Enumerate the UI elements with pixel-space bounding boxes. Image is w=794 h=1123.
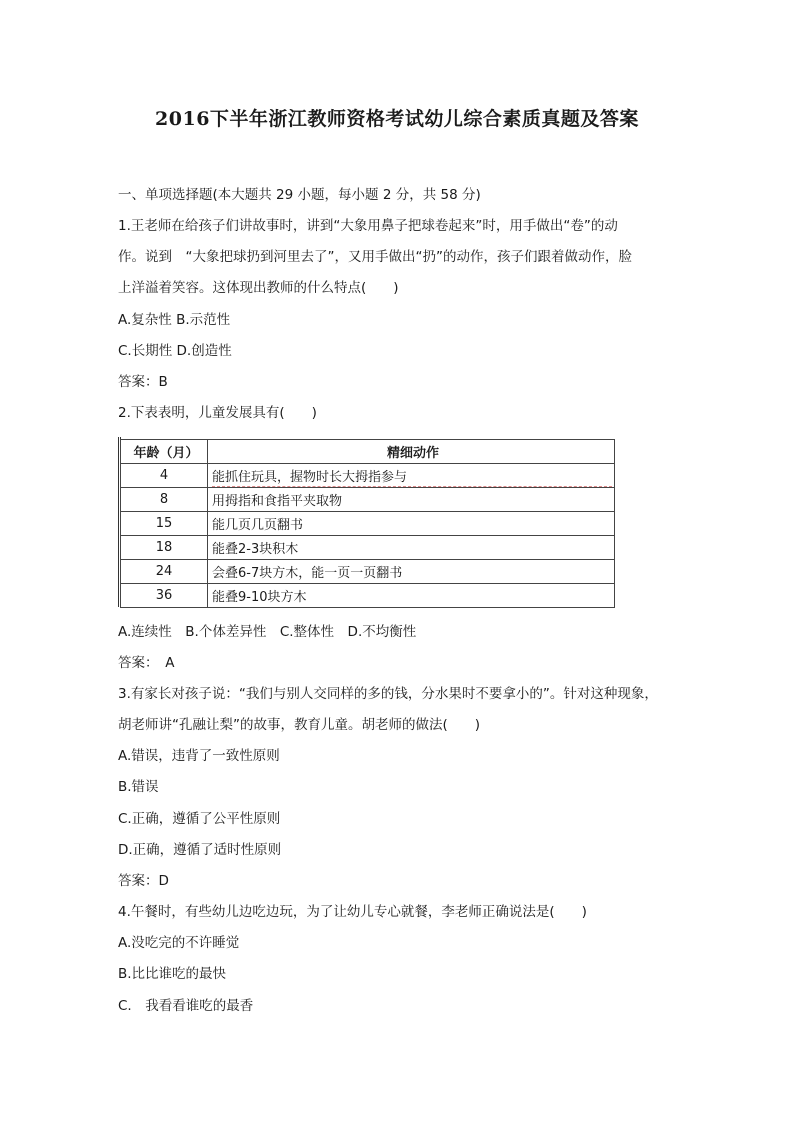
table-cell-age: 8	[121, 488, 208, 512]
q1-stem-line2: 作。说到 “大象把球扔到河里去了”，又用手做出“扔”的动作，孩子们跟着做动作，脸	[118, 249, 632, 265]
q3-option-c: C.正确，遵循了公平性原则	[118, 811, 281, 827]
q1-options-cd: C.长期性 D.创造性	[118, 343, 232, 359]
table-cell-action: 用拇指和食指平夹取物	[208, 488, 615, 512]
table-cell-age: 15	[121, 512, 208, 536]
q3-stem-line2: 胡老师讲“孔融让梨”的故事，教育儿童。胡老师的做法( )	[118, 717, 481, 733]
table-cell-action: 能叠2-3块积木	[208, 536, 615, 560]
q1-stem-line1: 1.王老师在给孩子们讲故事时，讲到“大象用鼻子把球卷起来”时，用手做出“卷”的动	[118, 218, 618, 234]
q4-option-c: C. 我看看谁吃的最香	[118, 998, 254, 1014]
q1-stem-line3: 上洋溢着笑容。这体现出教师的什么特点( )	[118, 280, 399, 296]
table-row	[121, 464, 615, 488]
table-row	[121, 512, 615, 536]
document-title: 2016下半年浙江教师资格考试幼儿综合素质真题及答案	[155, 108, 639, 130]
q3-option-a: A.错误，违背了一致性原则	[118, 748, 280, 764]
table-cell-action: 能叠9-10块方木	[208, 584, 615, 608]
table-row	[121, 584, 615, 608]
table-cell-action: 会叠6-7块方木，能一页一页翻书	[208, 560, 615, 584]
q3-option-d: D.正确，遵循了适时性原则	[118, 842, 282, 858]
table-cell-age: 24	[121, 560, 208, 584]
table-cell-action: 能抓住玩具，握物时长大拇指参与	[208, 464, 615, 488]
fine-motor-table	[120, 439, 615, 608]
table-cell-age: 4	[121, 464, 208, 488]
q3-answer: 答案：D	[118, 873, 169, 889]
scan-artifact-line	[212, 486, 612, 487]
q4-option-b: B.比比谁吃的最快	[118, 966, 227, 982]
q2-stem: 2.下表表明，儿童发展具有( )	[118, 405, 317, 421]
q2-options: A.连续性 B.个体差异性 C.整体性 D.不均衡性	[118, 624, 417, 640]
table-row	[121, 536, 615, 560]
q1-answer: 答案：B	[118, 374, 168, 390]
q3-stem-line1: 3.有家长对孩子说：“我们与别人交同样的多的钱，分水果时不要拿小的”。针对这种现象，	[118, 686, 658, 702]
table-header-age: 年龄（月）	[121, 440, 208, 464]
q2-answer: 答案： A	[118, 655, 175, 671]
table-cell-age: 18	[121, 536, 208, 560]
table-row	[121, 488, 615, 512]
q3-option-b: B.错误	[118, 779, 159, 795]
q4-option-a: A.没吃完的不许睡觉	[118, 935, 240, 951]
table-header-row	[121, 440, 615, 464]
section-heading: 一、单项选择题(本大题共 29 小题，每小题 2 分，共 58 分)	[118, 187, 481, 203]
table-cell-age: 36	[121, 584, 208, 608]
q4-stem: 4.午餐时，有些幼儿边吃边玩，为了让幼儿专心就餐，李老师正确说法是( )	[118, 904, 587, 920]
q1-options-ab: A.复杂性 B.示范性	[118, 312, 231, 328]
table-header-action: 精细动作	[208, 440, 615, 464]
table-cell-action: 能几页几页翻书	[208, 512, 615, 536]
table-row	[121, 560, 615, 584]
